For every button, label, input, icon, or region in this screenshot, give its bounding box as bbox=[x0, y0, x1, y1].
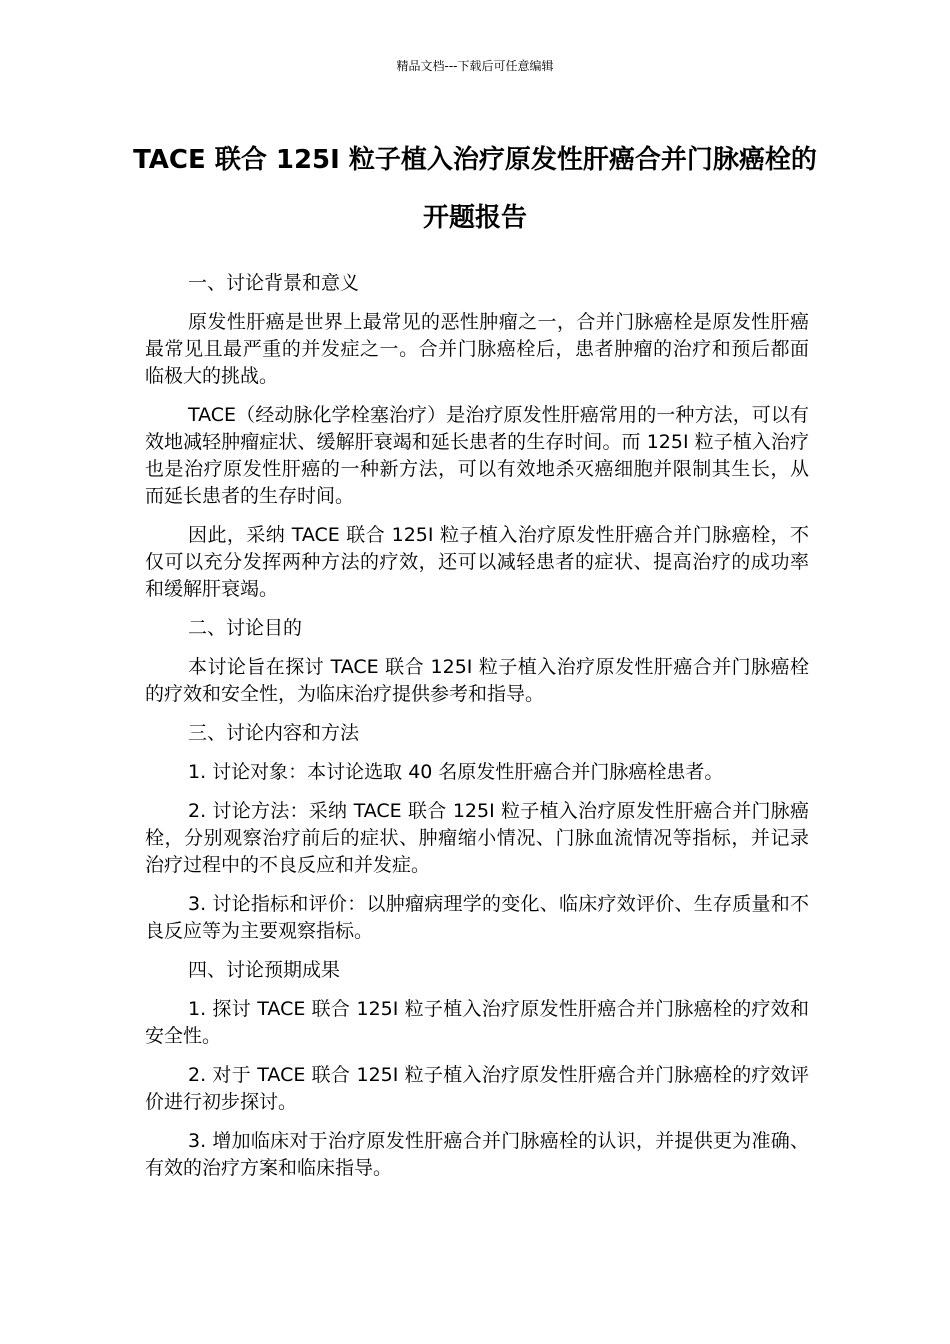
list-item: 2. 讨论方法：采纳 TACE 联合 125I 粒子植入治疗原发性肝癌合并门脉癌栓，分别观察治疗前后的症状、肿瘤缩小情况、门脉血流情况等指标，并记录治疗过程中的不良反应和并发症。 bbox=[145, 800, 809, 876]
list-item: 3. 讨论指标和评价：以肿瘤病理学的变化、临床疗效评价、生存质量和不良反应等为主要观察指标。 bbox=[145, 893, 809, 942]
body-paragraph: 因此，采纳 TACE 联合 125I 粒子植入治疗原发性肝癌合并门脉癌栓，不仅可以充分发挥两种方法的疗效，还可以减轻患者的症状、提高治疗的成功率和缓解肝衰竭。 bbox=[145, 524, 809, 600]
document-body bbox=[145, 270, 809, 1194]
list-item: 2. 对于 TACE 联合 125I 粒子植入治疗原发性肝癌合并门脉癌栓的疗效评价进行初步探讨。 bbox=[145, 1064, 809, 1113]
document-title: TACE 联合 125I 粒子植入治疗原发性肝癌合并门脉癌栓的开题报告 bbox=[133, 145, 817, 233]
section-heading-purpose: 二、讨论目的 bbox=[188, 617, 303, 639]
section-heading-background: 一、讨论背景和意义 bbox=[188, 272, 360, 294]
list-item: 1. 探讨 TACE 联合 125I 粒子植入治疗原发性肝癌合并门脉癌栓的疗效和安全性。 bbox=[145, 998, 809, 1047]
list-item: 1. 讨论对象：本讨论选取 40 名原发性肝癌合并门脉癌栓患者。 bbox=[188, 761, 724, 783]
body-paragraph: TACE（经动脉化学栓塞治疗）是治疗原发性肝癌常用的一种方法，可以有效地减轻肿瘤症状、缓解肝衰竭和延长患者的生存时间。而 125I 粒子植入治疗也是治疗原发性肝癌的一种新方法，可以有效地杀灭癌细胞并限制其生长，从而延长患者的生存时间。 bbox=[145, 404, 809, 507]
body-paragraph: 原发性肝癌是世界上最常见的恶性肿瘤之一，合并门脉癌栓是原发性肝癌最常见且最严重的并发症之一。合并门脉癌栓后，患者肿瘤的治疗和预后都面临极大的挑战。 bbox=[145, 311, 809, 387]
body-paragraph: 本讨论旨在探讨 TACE 联合 125I 粒子植入治疗原发性肝癌合并门脉癌栓的疗效和安全性，为临床治疗提供参考和指导。 bbox=[145, 656, 809, 705]
list-item: 3. 增加临床对于治疗原发性肝癌合并门脉癌栓的认识，并提供更为准确、有效的治疗方案和临床指导。 bbox=[145, 1130, 809, 1179]
section-heading-outcomes: 四、讨论预期成果 bbox=[188, 959, 341, 981]
page-header-note: 精品文档---下载后可任意编辑 bbox=[396, 59, 554, 73]
section-heading-methods: 三、讨论内容和方法 bbox=[188, 722, 360, 744]
